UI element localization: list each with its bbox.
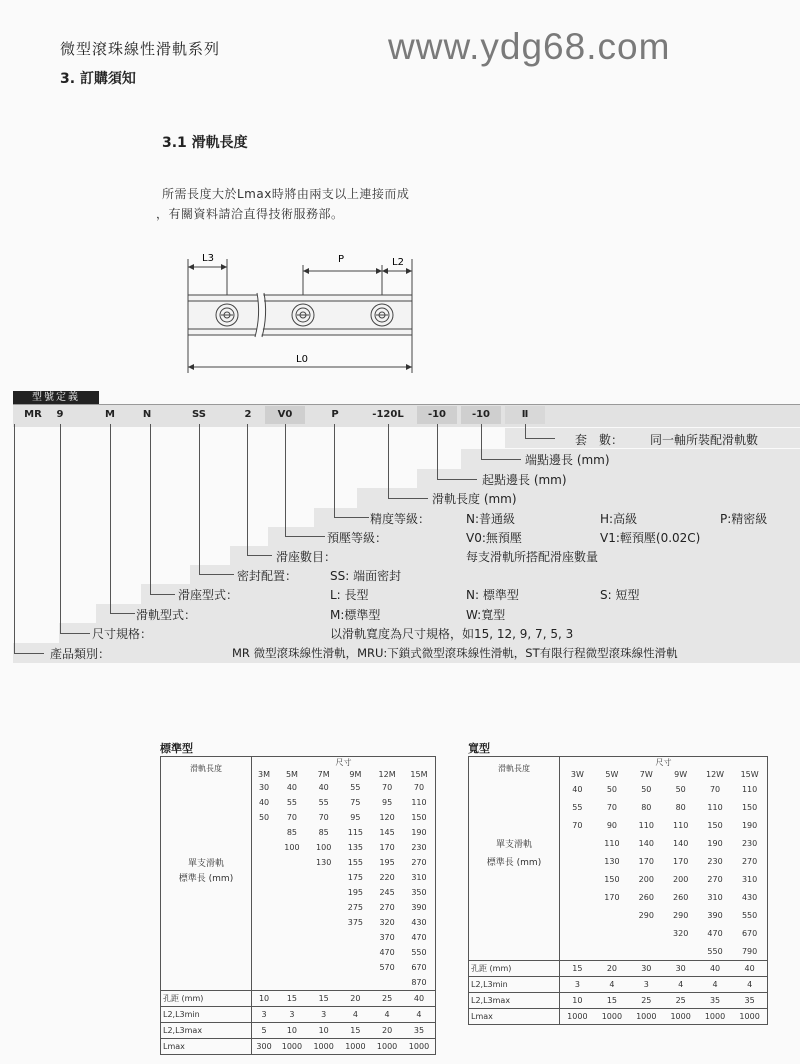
length-cell: 75 [350,798,361,807]
lmax-cell: 1000 [313,1042,334,1051]
row-preload-name: 預壓等級： [327,531,388,545]
length-cell [276,960,308,975]
wide-table-caption: 寬型 [468,742,490,755]
length-cell [308,945,340,960]
lmax-cell: 1000 [636,1012,657,1021]
row-product-name: 產品類別： [50,647,111,661]
length-cell: 70 [606,802,617,812]
length-cell [252,855,277,870]
row-seal-name: 密封配置： [237,569,298,583]
length-cell [340,945,372,960]
size-header: 7W [639,769,653,779]
length-cell: 95 [350,813,361,822]
length-cell: 390 [411,903,427,912]
size-header: 15M [410,769,428,779]
length-cell: 430 [741,892,758,902]
website-url[interactable]: www.ydg68.com [388,26,671,67]
row-accuracy-n: N:普通級 [466,512,516,526]
length-cell: 430 [411,918,427,927]
length-cell: 150 [741,802,758,812]
length-cell [629,942,663,961]
l2-l3-max-cell: 35 [744,996,755,1005]
length-cell: 95 [382,798,393,807]
seg-set-count: Ⅱ [521,409,529,420]
row-block-type-s: S: 短型 [600,588,640,602]
l2-l3-min-cell: 3 [289,1010,295,1019]
pitch-cell: 20 [606,964,617,973]
l2-l3-max-cell: 35 [413,1026,425,1035]
seg-rail-type: M [105,409,115,420]
l2-l3-min-label: L2,L3min [469,977,560,993]
length-cell: 195 [379,858,395,867]
length-cell: 790 [741,946,758,956]
label-l3: L3 [202,253,214,264]
row-label-1: 單支滑軌 [161,855,252,870]
length-cell [252,930,277,945]
length-cell [560,834,595,852]
length-cell: 190 [741,820,758,830]
l2-l3-min-cell: 4 [678,980,684,989]
seg-length: -120L [372,409,404,420]
pitch-cell: 40 [413,994,425,1003]
length-cell: 150 [707,820,723,830]
l2-l3-min-cell: 4 [712,980,718,989]
length-cell: 70 [413,783,425,792]
size-header: 3M [258,769,271,779]
pitch-cell: 10 [258,994,270,1003]
length-cell: 150 [604,874,620,884]
length-cell: 170 [638,856,654,866]
length-cell: 470 [379,948,395,957]
row-block-type-name: 滑座型式： [178,588,239,602]
length-cell: 245 [379,888,395,897]
length-cell: 140 [638,838,654,848]
length-cell: 140 [673,838,689,848]
length-cell: 200 [673,874,689,884]
pitch-cell: 15 [286,994,298,1003]
length-cell [276,975,308,991]
l2-l3-min-cell: 3 [574,980,580,989]
length-cell [595,924,629,942]
row-product-value: MR 微型滾珠線性滑軌，MRU:下鎖式微型滾珠線性滑軌，ST有限行程微型滾珠線性滑軌 [232,646,678,660]
series-title: 微型滾珠線性滑軌系列 [60,40,221,58]
length-cell: 290 [673,910,689,920]
length-cell [276,945,308,960]
l2-l3-max-label: L2,L3max [469,993,560,1009]
l2-l3-max-cell: 25 [641,996,652,1005]
length-cell: 670 [411,963,427,972]
length-cell [308,900,340,915]
l2-l3-max-cell: 25 [675,996,686,1005]
length-cell: 150 [411,813,427,822]
rail-length-note-1: 所需長度大於Lmax時將由兩支以上連接而成 [162,187,410,201]
size-header: 5W [605,769,619,779]
row-size-name: 尺寸規格： [92,627,153,641]
rail-length-note-2: ，有關資料請洽直得技術服務部。 [156,207,344,221]
length-cell [595,942,629,961]
length-cell: 130 [604,856,620,866]
length-cell [663,942,697,961]
size-label: 尺寸 [335,758,352,767]
length-cell: 550 [707,946,723,956]
length-cell: 100 [284,843,300,852]
lmax-cell: 1000 [739,1012,760,1021]
length-cell: 40 [318,783,329,792]
l2-l3-max-cell: 10 [318,1026,329,1035]
length-cell: 40 [572,784,583,794]
length-cell [308,930,340,945]
l2-l3-min-cell: 3 [321,1010,327,1019]
lmax-cell: 1000 [408,1042,430,1051]
length-cell: 320 [673,928,689,938]
length-cell: 115 [347,828,364,837]
row-rail-type-m: M:標準型 [330,608,381,622]
size-header: 7M [317,769,330,779]
pitch-label: 孔距 (mm) [469,961,560,977]
length-cell [252,960,277,975]
lmax-cell: 1000 [704,1012,726,1021]
length-cell: 40 [286,783,298,792]
length-cell: 55 [572,802,583,812]
seg-mr: MR [24,409,42,420]
length-cell: 190 [707,838,723,848]
length-cell: 80 [641,802,652,812]
length-cell: 230 [741,838,758,848]
size-header: 12W [705,769,725,779]
length-cell: 120 [379,813,395,822]
length-cell: 390 [707,910,723,920]
length-cell: 470 [411,933,427,942]
seg-accuracy: P [331,409,339,420]
length-cell: 260 [673,892,689,902]
pitch-cell: 30 [675,964,686,973]
row-block-type-n: N: 標準型 [466,588,519,602]
length-cell [371,975,403,991]
l2-l3-max-cell: 15 [606,996,617,1005]
seg-block-type: N [142,409,152,420]
length-cell: 310 [411,873,427,882]
length-cell: 370 [379,933,395,942]
length-cell [308,915,340,930]
length-cell [276,900,308,915]
row-preload-v1: V1:輕預壓(0.02C) [600,531,701,545]
length-cell: 70 [572,820,583,830]
l2-l3-min-label: L2,L3min [161,1007,252,1023]
pitch-cell: 25 [382,994,393,1003]
length-cell: 130 [316,858,332,867]
length-cell [276,915,308,930]
length-cell: 670 [741,928,758,938]
l2-l3-max-cell: 35 [709,996,721,1005]
pitch-cell: 15 [318,994,329,1003]
length-cell: 70 [318,813,329,822]
row-set-count-value: 同一軸所裝配滑軌數 [650,433,759,447]
l2-l3-min-cell: 4 [747,980,753,989]
l2-l3-min-cell: 3 [261,1010,267,1019]
label-l2: L2 [392,257,404,268]
length-cell: 110 [741,784,758,794]
length-cell: 55 [350,783,361,792]
row-rail-type-name: 滑軌型式： [136,608,197,622]
row-end-edge-name: 端點邊長 (mm) [525,453,610,467]
label-l0: L0 [296,354,308,365]
length-cell: 550 [741,910,758,920]
length-cell: 200 [638,874,654,884]
col-label: 滑軌長度 [469,757,560,781]
seg-start-edge: -10 [427,409,447,420]
length-cell: 85 [318,828,329,837]
col-label: 滑軌長度 [161,757,252,781]
length-cell [629,924,663,942]
length-cell [252,945,277,960]
length-cell [252,825,277,840]
l2-l3-max-label: L2,L3max [161,1023,252,1039]
length-cell: 550 [411,948,427,957]
lmax-cell: 1000 [376,1042,398,1051]
row-block-type-l: L: 長型 [330,588,369,602]
length-cell: 50 [641,784,652,794]
row-block-count-name: 滑座數目： [276,550,337,564]
length-cell: 270 [379,903,395,912]
length-cell: 570 [379,963,395,972]
size-header: 9W [674,769,688,779]
length-cell: 155 [347,858,364,867]
length-cell: 50 [258,813,270,822]
length-cell [340,960,372,975]
l2-l3-max-cell: 10 [286,1026,298,1035]
size-header: 12M [378,769,396,779]
l2-l3-min-cell: 4 [352,1010,358,1019]
length-cell: 110 [411,798,427,807]
pitch-cell: 40 [709,964,721,973]
length-cell: 110 [638,820,654,830]
size-header: 5M [285,769,298,779]
length-cell [276,855,308,870]
row-accuracy-name: 精度等級： [370,512,431,526]
l2-l3-max-cell: 15 [350,1026,361,1035]
length-cell: 275 [347,903,364,912]
standard-table-caption: 標準型 [160,742,193,755]
pitch-cell: 20 [350,994,361,1003]
seg-size: 9 [56,409,64,420]
length-cell: 230 [411,843,427,852]
length-cell [308,975,340,991]
lmax-label: Lmax [161,1039,252,1055]
row-accuracy-h: H:高級 [600,512,638,526]
length-cell: 135 [347,843,364,852]
pitch-cell: 40 [744,964,755,973]
seg-preload: V0 [277,409,293,420]
length-cell: 350 [411,888,427,897]
length-cell [252,975,277,991]
length-cell: 230 [707,856,723,866]
lmax-cell: 1000 [345,1042,366,1051]
length-cell [308,870,340,885]
length-cell: 55 [318,798,329,807]
length-cell: 55 [286,798,298,807]
length-cell [560,924,595,942]
length-cell: 50 [606,784,617,794]
length-cell: 170 [379,843,395,852]
length-cell: 70 [286,813,298,822]
l2-l3-min-cell: 3 [643,980,649,989]
pitch-cell: 15 [572,964,583,973]
length-cell: 270 [707,874,723,884]
length-cell [276,930,308,945]
length-cell [560,942,595,961]
lmax-cell: 1000 [601,1012,623,1021]
length-cell: 145 [379,828,395,837]
size-label: 尺寸 [655,758,672,767]
length-cell [560,870,595,888]
length-cell [252,870,277,885]
length-cell: 310 [741,874,758,884]
length-cell: 320 [379,918,395,927]
row-start-edge-name: 起點邊長 (mm) [482,473,567,487]
row-label-2: 標準長 (mm) [161,870,252,885]
lmax-cell: 1000 [670,1012,691,1021]
length-cell: 290 [638,910,654,920]
length-cell: 110 [604,838,620,848]
l2-l3-min-cell: 4 [609,980,615,989]
rail-dimension-diagram [180,245,430,380]
size-header: 3W [570,769,584,779]
label-p: P [338,254,345,265]
length-cell [340,975,372,991]
length-cell [252,840,277,855]
length-cell: 220 [379,873,395,882]
length-cell [340,930,372,945]
length-cell [252,885,277,900]
length-cell: 110 [673,820,689,830]
length-cell: 170 [673,856,689,866]
row-set-count-name: 套 數： [575,433,624,447]
length-cell: 80 [675,802,686,812]
length-cell: 470 [707,928,723,938]
lmax-label: Lmax [469,1009,560,1025]
row-size-value: 以滑軌寬度為尺寸規格，如15, 12, 9, 7, 5, 3 [330,627,574,641]
length-cell: 270 [411,858,427,867]
pitch-label: 孔距 (mm) [161,991,252,1007]
length-cell [308,960,340,975]
pitch-cell: 30 [641,964,652,973]
length-cell: 90 [606,820,617,830]
length-cell: 110 [707,802,723,812]
size-header: 15W [740,769,759,779]
lmax-cell: 1000 [281,1042,303,1051]
seg-block-count: 2 [244,409,252,420]
length-cell: 50 [675,784,686,794]
length-cell: 170 [604,892,620,902]
row-block-count-value: 每支滑軌所搭配滑座數量 [466,550,599,564]
section-heading: 3. 訂購須知 [60,71,136,87]
length-cell: 260 [638,892,654,902]
seg-end-edge: -10 [471,409,491,420]
length-cell: 100 [316,843,332,852]
length-cell [560,888,595,906]
length-cell: 70 [382,783,393,792]
size-header: 9M [349,769,362,779]
designation-label: 型號定義 [13,391,99,404]
row-accuracy-p: P:精密級 [720,512,768,526]
length-cell: 870 [411,978,427,987]
row-label-2: 標準長 (mm) [469,852,560,870]
length-cell: 195 [347,888,364,897]
l2-l3-max-cell: 20 [382,1026,393,1035]
length-cell: 40 [258,798,270,807]
length-cell [560,906,595,924]
length-cell [560,852,595,870]
length-cell [308,885,340,900]
l2-l3-min-cell: 4 [384,1010,390,1019]
row-seal-ss: SS: 端面密封 [330,569,402,583]
l2-l3-max-cell: 10 [572,996,583,1005]
length-cell: 30 [258,783,270,792]
length-cell: 175 [347,873,364,882]
row-rail-length-name: 滑軌長度 (mm) [432,492,517,506]
length-cell: 85 [286,828,298,837]
length-cell: 190 [411,828,427,837]
length-cell: 70 [709,784,721,794]
length-cell [276,885,308,900]
l2-l3-max-cell: 5 [261,1026,267,1035]
row-label-1: 單支滑軌 [469,834,560,852]
length-cell: 310 [707,892,723,902]
length-cell: 270 [741,856,758,866]
length-cell [252,900,277,915]
length-cell: 375 [347,918,364,927]
row-preload-v0: V0:無預壓 [466,531,522,545]
l2-l3-min-cell: 4 [416,1010,422,1019]
seg-seal: SS [192,409,206,420]
lmax-cell: 1000 [567,1012,588,1021]
length-cell [595,906,629,924]
rail-length-heading: 3.1 滑軌長度 [162,135,248,151]
length-cell [252,915,277,930]
lmax-cell: 300 [256,1042,272,1051]
row-rail-type-w: W:寬型 [466,608,506,622]
length-cell [276,870,308,885]
